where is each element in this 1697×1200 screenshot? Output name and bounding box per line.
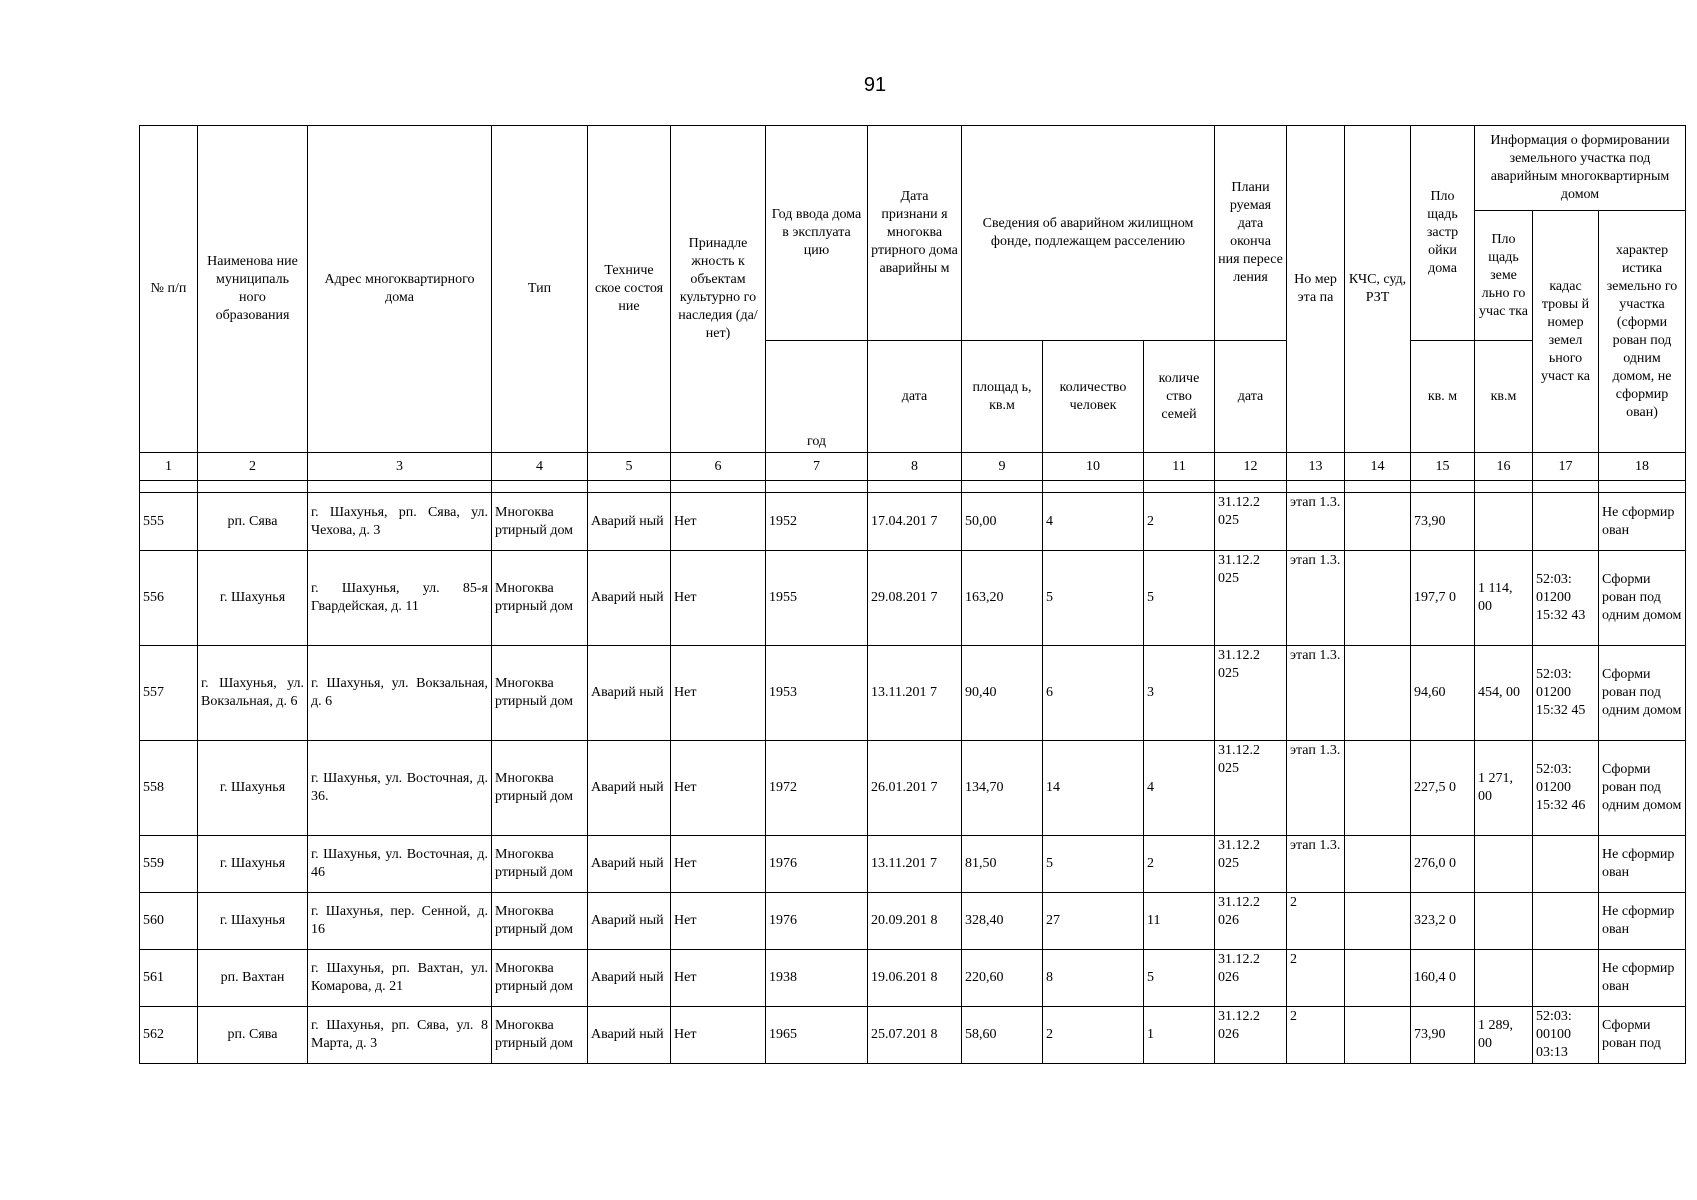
header-heritage: Принадле жность к объектам культурно го наследия (да/нет) [671, 126, 766, 453]
cell-type: Многоква ртирный дом [492, 1007, 588, 1064]
cell-number: 556 [140, 551, 198, 646]
column-number: 14 [1345, 453, 1411, 481]
table-row [140, 551, 1686, 646]
cell-plot-char: Сформи рован под [1599, 1007, 1686, 1064]
cell-building-area: 160,4 0 [1411, 950, 1475, 1007]
cell-kchs [1345, 836, 1411, 893]
column-number: 2 [198, 453, 308, 481]
cell-number: 560 [140, 893, 198, 950]
cell-address: г. Шахунья, пер. Сенной, д. 16 [308, 893, 492, 950]
cell-state: Аварий ный [588, 893, 671, 950]
cell-year: 1938 [766, 950, 868, 1007]
cell-plan-date: 31.12.2 026 [1215, 1007, 1287, 1064]
cell-stage: этап 1.3. [1287, 741, 1345, 836]
column-number: 6 [671, 453, 766, 481]
cell-people: 4 [1043, 493, 1144, 551]
cell-area: 81,50 [962, 836, 1043, 893]
table-row [140, 893, 1686, 950]
cell-cadastral: 52:03: 00100 03:13 [1533, 1007, 1599, 1064]
table-row [140, 646, 1686, 741]
cell-plot-char: Сформи рован под одним домом [1599, 551, 1686, 646]
header-building-area: Пло щадь застр ойки дома [1411, 126, 1475, 341]
header-commission-year: Год ввода дома в эксплуата цию [766, 126, 868, 341]
cell-heritage: Нет [671, 1007, 766, 1064]
cell-stage: 2 [1287, 893, 1345, 950]
column-number: 15 [1411, 453, 1475, 481]
cell-plot-area [1475, 893, 1533, 950]
header-plot-characteristic: характер истика земельно го участка (сформи рован под одним домом, не сформир ован) [1599, 211, 1686, 453]
cell-people: 5 [1043, 551, 1144, 646]
cell-plan-date: 31.12.2 026 [1215, 893, 1287, 950]
cell-date: 20.09.201 8 [868, 893, 962, 950]
column-number: 10 [1043, 453, 1144, 481]
cell-cadastral [1533, 836, 1599, 893]
cell-type: Многоква ртирный дом [492, 893, 588, 950]
cell-building-area: 73,90 [1411, 493, 1475, 551]
cell-year: 1972 [766, 741, 868, 836]
column-number: 13 [1287, 453, 1345, 481]
column-number: 18 [1599, 453, 1686, 481]
cell-plot-area: 1 114, 00 [1475, 551, 1533, 646]
cell-municipality: г. Шахунья [198, 551, 308, 646]
cell-date: 29.08.201 7 [868, 551, 962, 646]
cell-plot-char: Сформи рован под одним домом [1599, 646, 1686, 741]
cell-cadastral: 52:03: 01200 15:32 45 [1533, 646, 1599, 741]
cell-municipality: г. Шахунья [198, 741, 308, 836]
cell-address: г. Шахунья, рп. Вахтан, ул. Комарова, д. 21 [308, 950, 492, 1007]
table-row [140, 950, 1686, 1007]
cell-plot-char: Не сформир ован [1599, 493, 1686, 551]
cell-address: г. Шахунья, ул. 85-я Гвардейская, д. 11 [308, 551, 492, 646]
subheader-families: количе ство семей [1144, 341, 1215, 453]
header-address: Адрес многоквартирного дома [308, 126, 492, 453]
spacer-row [140, 481, 1686, 493]
cell-kchs [1345, 950, 1411, 1007]
cell-year: 1953 [766, 646, 868, 741]
cell-families: 3 [1144, 646, 1215, 741]
cell-area: 163,20 [962, 551, 1043, 646]
cell-municipality: рп. Вахтан [198, 950, 308, 1007]
cell-cadastral [1533, 493, 1599, 551]
header-technical-state: Техниче ское состоя ние [588, 126, 671, 453]
cell-families: 5 [1144, 950, 1215, 1007]
cell-building-area: 197,7 0 [1411, 551, 1475, 646]
cell-heritage: Нет [671, 493, 766, 551]
cell-address: г. Шахунья, рп. Сява, ул. Чехова, д. 3 [308, 493, 492, 551]
column-number: 5 [588, 453, 671, 481]
cell-plan-date: 31.12.2 025 [1215, 836, 1287, 893]
header-type: Тип [492, 126, 588, 453]
cell-kchs [1345, 741, 1411, 836]
cell-municipality: г. Шахунья, ул. Вокзальная, д. 6 [198, 646, 308, 741]
cell-date: 26.01.201 7 [868, 741, 962, 836]
cell-stage: этап 1.3. [1287, 836, 1345, 893]
cell-heritage: Нет [671, 646, 766, 741]
header-emergency-fund: Сведения об аварийном жилищном фонде, подлежащем расселению [962, 126, 1215, 341]
cell-state: Аварий ный [588, 741, 671, 836]
cell-area: 220,60 [962, 950, 1043, 1007]
cell-families: 5 [1144, 551, 1215, 646]
cell-plan-date: 31.12.2 026 [1215, 950, 1287, 1007]
cell-kchs [1345, 493, 1411, 551]
subheader-sqm: кв. м [1411, 341, 1475, 453]
cell-plot-area [1475, 950, 1533, 1007]
cell-state: Аварий ный [588, 950, 671, 1007]
cell-people: 27 [1043, 893, 1144, 950]
cell-people: 2 [1043, 1007, 1144, 1064]
cell-people: 8 [1043, 950, 1144, 1007]
cell-type: Многоква ртирный дом [492, 493, 588, 551]
column-number: 3 [308, 453, 492, 481]
header-cadastral-number: кадас тровы й номер земел ьного участ ка [1533, 211, 1599, 453]
cell-families: 2 [1144, 493, 1215, 551]
subheader-date: дата [868, 341, 962, 453]
subheader-plot-sqm: кв.м [1475, 341, 1533, 453]
column-number: 1 [140, 453, 198, 481]
cell-year: 1976 [766, 893, 868, 950]
cell-plan-date: 31.12.2 025 [1215, 646, 1287, 741]
column-number: 9 [962, 453, 1043, 481]
cell-kchs [1345, 646, 1411, 741]
cell-kchs [1345, 1007, 1411, 1064]
cell-stage: этап 1.3. [1287, 493, 1345, 551]
subheader-year: год [766, 341, 868, 453]
cell-type: Многоква ртирный дом [492, 551, 588, 646]
cell-kchs [1345, 893, 1411, 950]
cell-stage: этап 1.3. [1287, 551, 1345, 646]
cell-number: 555 [140, 493, 198, 551]
column-number: 12 [1215, 453, 1287, 481]
cell-state: Аварий ный [588, 1007, 671, 1064]
cell-cadastral: 52:03: 01200 15:32 46 [1533, 741, 1599, 836]
cell-cadastral [1533, 893, 1599, 950]
cell-address: г. Шахунья, рп. Сява, ул. 8 Марта, д. 3 [308, 1007, 492, 1064]
cell-heritage: Нет [671, 836, 766, 893]
cell-stage: этап 1.3. [1287, 646, 1345, 741]
table-row [140, 1007, 1686, 1064]
cell-address: г. Шахунья, ул. Восточная, д. 36. [308, 741, 492, 836]
cell-year: 1965 [766, 1007, 868, 1064]
cell-type: Многоква ртирный дом [492, 646, 588, 741]
cell-families: 4 [1144, 741, 1215, 836]
column-number-row [140, 453, 1686, 481]
cell-building-area: 276,0 0 [1411, 836, 1475, 893]
cell-building-area: 94,60 [1411, 646, 1475, 741]
cell-address: г. Шахунья, ул. Вокзальная, д. 6 [308, 646, 492, 741]
cell-state: Аварий ный [588, 551, 671, 646]
cell-municipality: рп. Сява [198, 493, 308, 551]
cell-heritage: Нет [671, 551, 766, 646]
cell-municipality: г. Шахунья [198, 893, 308, 950]
cell-plot-char: Не сформир ован [1599, 893, 1686, 950]
header-municipality: Наименова ние муниципаль ного образования [198, 126, 308, 453]
cell-year: 1976 [766, 836, 868, 893]
table-row [140, 493, 1686, 551]
cell-plot-area [1475, 836, 1533, 893]
cell-state: Аварий ный [588, 493, 671, 551]
cell-people: 5 [1043, 836, 1144, 893]
cell-families: 1 [1144, 1007, 1215, 1064]
cell-date: 25.07.201 8 [868, 1007, 962, 1064]
cell-cadastral [1533, 950, 1599, 1007]
header-stage: Но мер эта па [1287, 126, 1345, 453]
subheader-plan-date: дата [1215, 341, 1287, 453]
cell-people: 14 [1043, 741, 1144, 836]
column-number: 4 [492, 453, 588, 481]
cell-heritage: Нет [671, 741, 766, 836]
subheader-area: площад ь, кв.м [962, 341, 1043, 453]
cell-date: 19.06.201 8 [868, 950, 962, 1007]
cell-state: Аварий ный [588, 646, 671, 741]
cell-municipality: рп. Сява [198, 1007, 308, 1064]
cell-plot-area: 1 289, 00 [1475, 1007, 1533, 1064]
header-kchs: КЧС, суд, РЗТ [1345, 126, 1411, 453]
cell-plot-char: Не сформир ован [1599, 836, 1686, 893]
cell-area: 58,60 [962, 1007, 1043, 1064]
cell-families: 11 [1144, 893, 1215, 950]
table-row [140, 741, 1686, 836]
cell-building-area: 73,90 [1411, 1007, 1475, 1064]
cell-families: 2 [1144, 836, 1215, 893]
column-number: 16 [1475, 453, 1533, 481]
header-land-plot: Информация о формировании земельного участка под аварийным многоквартирным домом [1475, 126, 1686, 211]
cell-year: 1955 [766, 551, 868, 646]
header-plot-area: Пло щадь земе льно го учас тка [1475, 211, 1533, 341]
cell-number: 559 [140, 836, 198, 893]
column-number: 8 [868, 453, 962, 481]
cell-area: 90,40 [962, 646, 1043, 741]
page-number: 91 [863, 74, 887, 96]
column-number: 17 [1533, 453, 1599, 481]
cell-number: 561 [140, 950, 198, 1007]
header-emergency-date: Дата признани я многоква ртирного дома аварийны м [868, 126, 962, 341]
header-resettlement-date: Плани руемая дата оконча ния пересе ления [1215, 126, 1287, 341]
cell-date: 13.11.201 7 [868, 836, 962, 893]
cell-type: Многоква ртирный дом [492, 836, 588, 893]
cell-type: Многоква ртирный дом [492, 741, 588, 836]
emergency-housing-table [139, 125, 1686, 1064]
cell-plan-date: 31.12.2 025 [1215, 551, 1287, 646]
cell-stage: 2 [1287, 1007, 1345, 1064]
cell-heritage: Нет [671, 950, 766, 1007]
cell-building-area: 323,2 0 [1411, 893, 1475, 950]
cell-plot-area: 454, 00 [1475, 646, 1533, 741]
cell-building-area: 227,5 0 [1411, 741, 1475, 836]
cell-plot-area: 1 271, 00 [1475, 741, 1533, 836]
cell-plot-char: Не сформир ован [1599, 950, 1686, 1007]
table-row [140, 836, 1686, 893]
cell-area: 134,70 [962, 741, 1043, 836]
header-number: № п/п [140, 126, 198, 453]
cell-kchs [1345, 551, 1411, 646]
cell-state: Аварий ный [588, 836, 671, 893]
cell-plan-date: 31.12.2 025 [1215, 741, 1287, 836]
header-row-1 [140, 126, 1686, 211]
cell-area: 50,00 [962, 493, 1043, 551]
subheader-people: количество человек [1043, 341, 1144, 453]
cell-address: г. Шахунья, ул. Восточная, д. 46 [308, 836, 492, 893]
cell-plot-area [1475, 493, 1533, 551]
cell-area: 328,40 [962, 893, 1043, 950]
cell-type: Многоква ртирный дом [492, 950, 588, 1007]
cell-cadastral: 52:03: 01200 15:32 43 [1533, 551, 1599, 646]
cell-municipality: г. Шахунья [198, 836, 308, 893]
cell-year: 1952 [766, 493, 868, 551]
column-number: 7 [766, 453, 868, 481]
column-number: 11 [1144, 453, 1215, 481]
cell-number: 562 [140, 1007, 198, 1064]
cell-heritage: Нет [671, 893, 766, 950]
cell-stage: 2 [1287, 950, 1345, 1007]
cell-plot-char: Сформи рован под одним домом [1599, 741, 1686, 836]
cell-number: 558 [140, 741, 198, 836]
cell-date: 13.11.201 7 [868, 646, 962, 741]
cell-date: 17.04.201 7 [868, 493, 962, 551]
cell-number: 557 [140, 646, 198, 741]
cell-people: 6 [1043, 646, 1144, 741]
cell-plan-date: 31.12.2 025 [1215, 493, 1287, 551]
